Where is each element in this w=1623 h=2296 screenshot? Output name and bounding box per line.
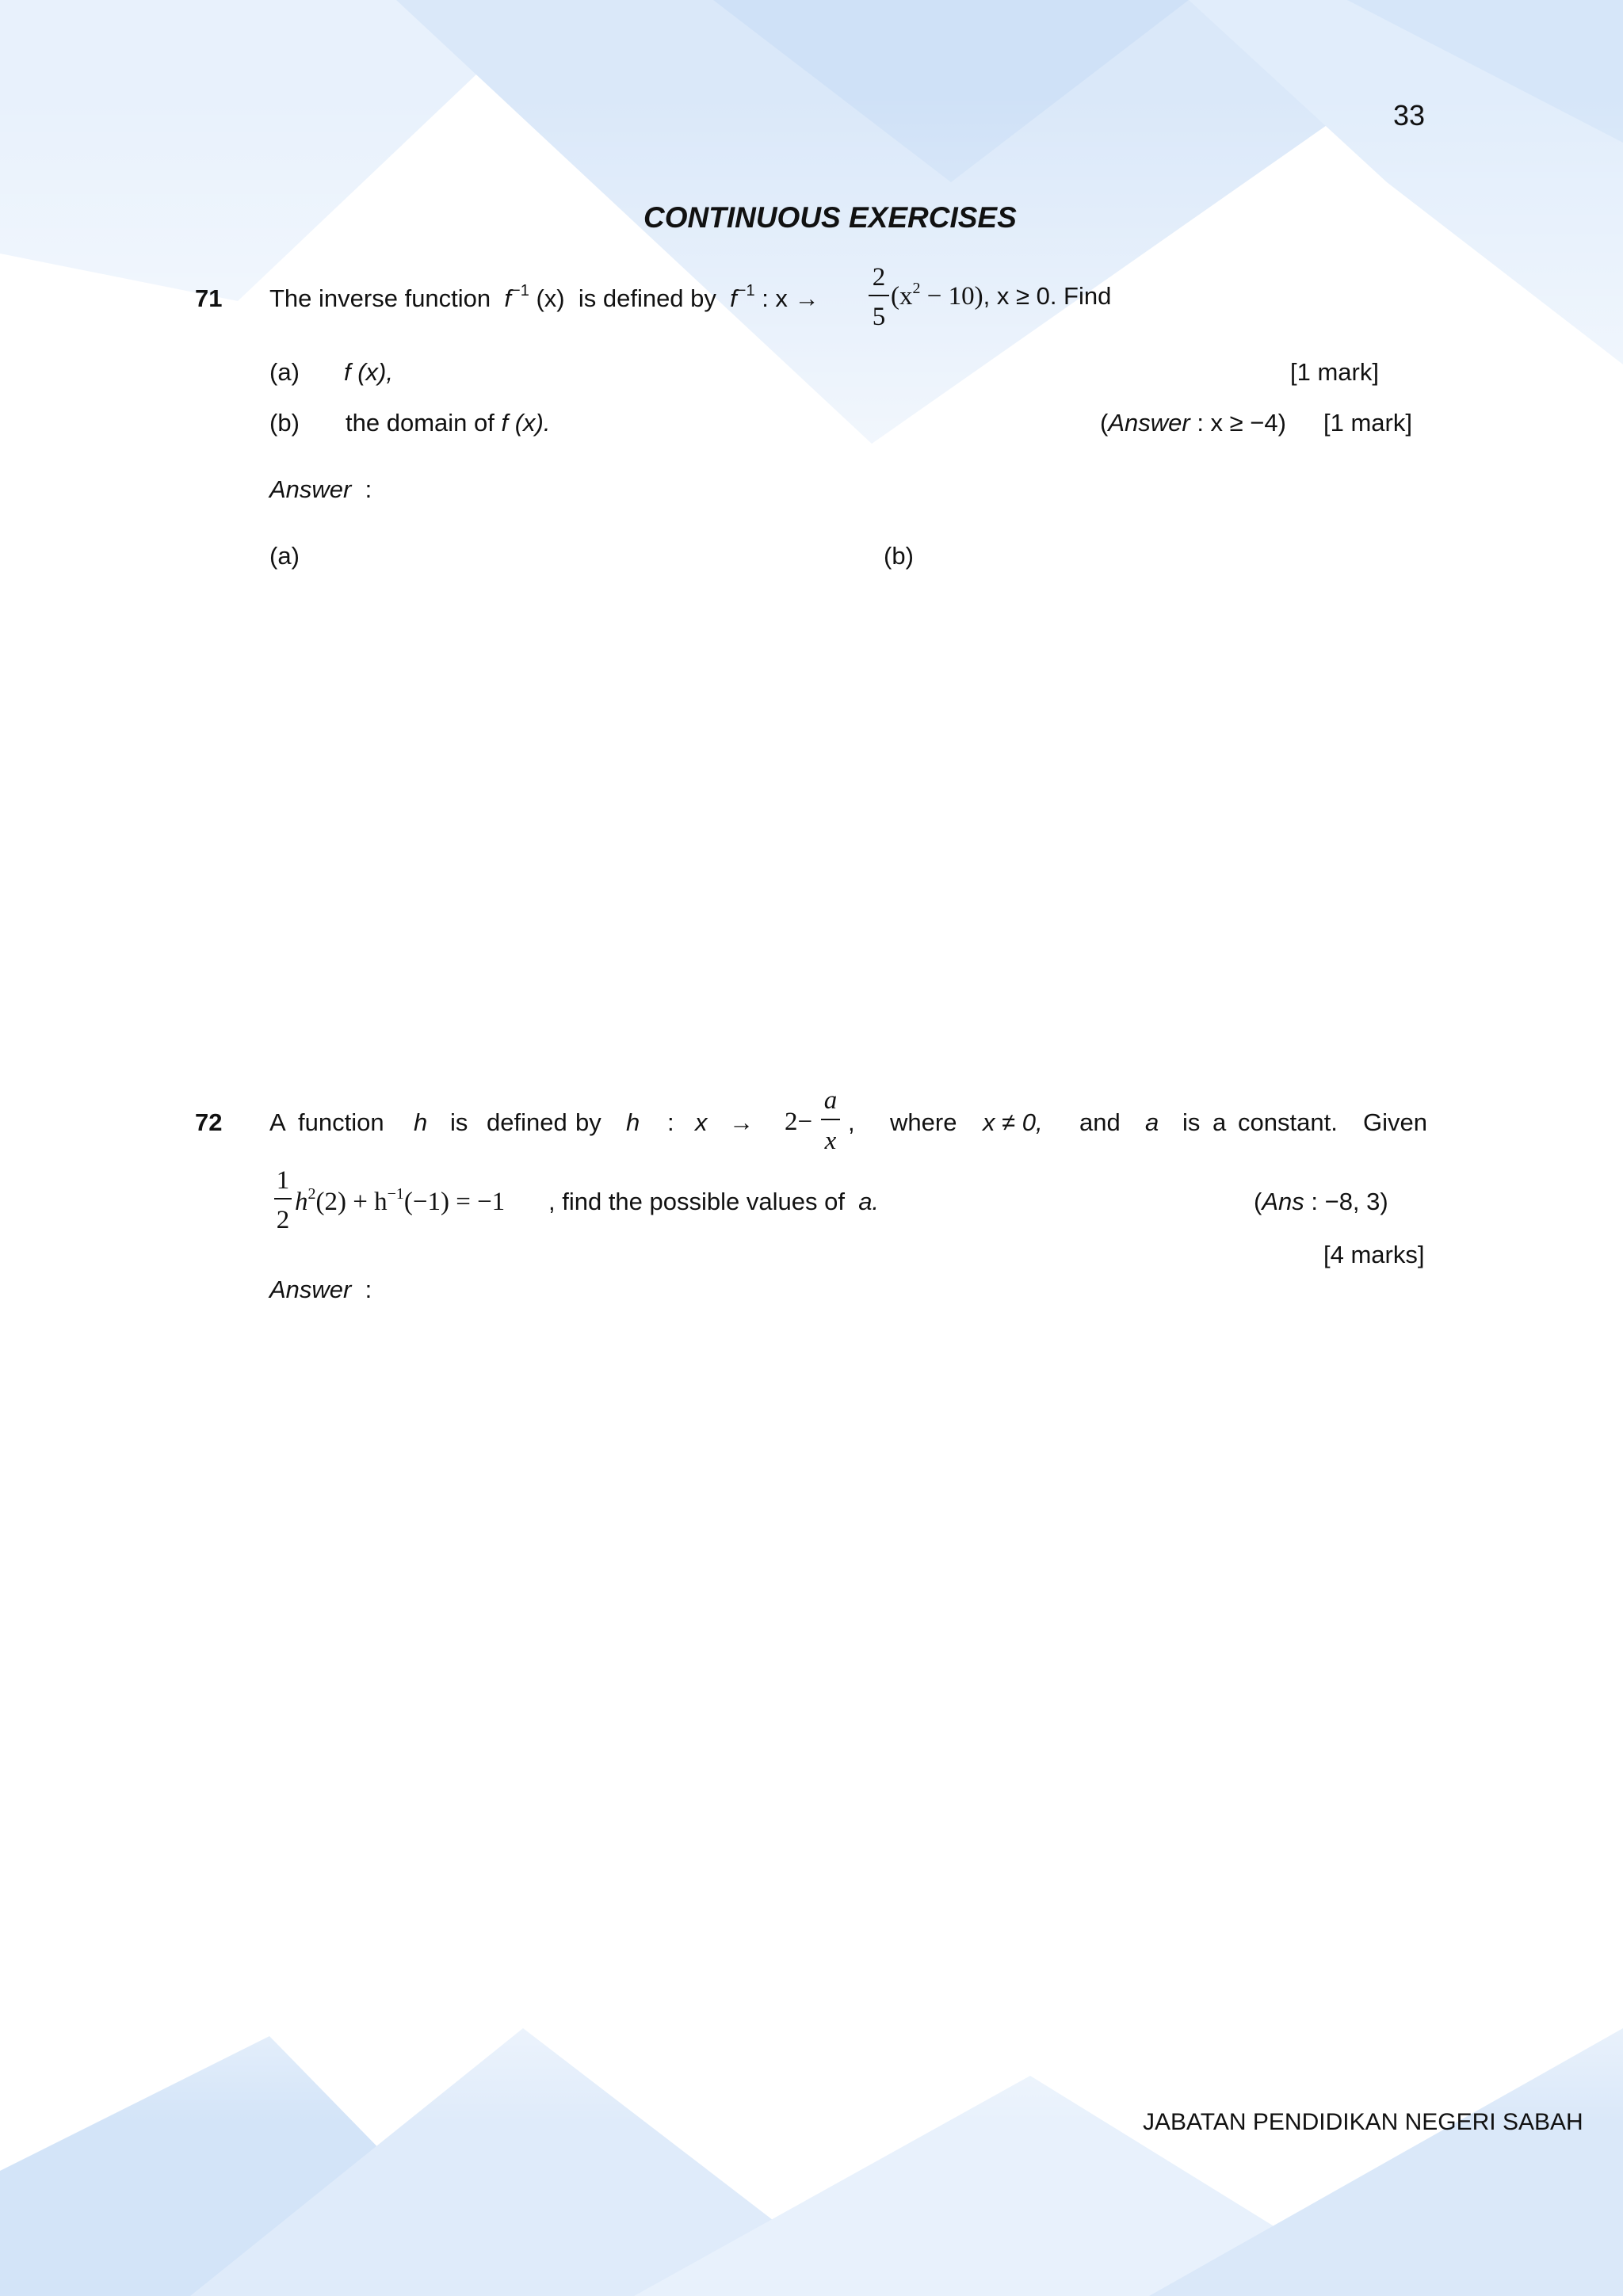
- q71-hint-word: Answer: [1108, 409, 1190, 437]
- q72-w3: h: [414, 1108, 428, 1136]
- q71-mapping: : x →: [762, 284, 819, 312]
- q72-w17: constant.: [1238, 1108, 1338, 1136]
- q72-eq-end: (−1) = −1: [403, 1188, 506, 1216]
- page-number: 33: [1393, 99, 1426, 132]
- q71-expr-open: (x: [891, 282, 913, 311]
- q71-part-a-text: f (x),: [344, 358, 393, 386]
- q72-half-bar: [274, 1198, 292, 1199]
- q72-expr-two: 2−: [785, 1108, 813, 1136]
- q72-half-denominator: 2: [276, 1206, 290, 1234]
- question-71-stem: [269, 282, 819, 312]
- question-number-72: 72: [195, 1108, 223, 1136]
- q72-w2: function: [298, 1108, 384, 1136]
- page-heading: CONTINUOUS EXERCISES: [643, 201, 1017, 234]
- q71-inverse-sup-2: −1: [736, 282, 755, 299]
- q71-answer-colon: :: [365, 475, 372, 503]
- q72-w1: A: [269, 1108, 286, 1136]
- q72-w11: where: [890, 1108, 957, 1136]
- q71-part-a-marks: [1 mark]: [1290, 358, 1379, 386]
- q71-frac-bar: [869, 295, 889, 296]
- q72-answer-colon: :: [365, 1276, 372, 1303]
- q71-f: f: [504, 284, 512, 312]
- q72-w8: :: [667, 1108, 674, 1136]
- q72-w12: x ≠ 0,: [983, 1108, 1043, 1136]
- q71-part-b-text: [346, 410, 550, 435]
- q71-frac-numerator: 2: [872, 263, 886, 292]
- q72-frac-denominator: x: [824, 1127, 837, 1155]
- q71-part-b-f: f (x).: [501, 409, 551, 437]
- q72-hint-rest: : −8, 3): [1304, 1188, 1388, 1215]
- q72-find-text: [548, 1189, 879, 1214]
- q71-part-b-answer-hint: [1100, 410, 1286, 435]
- q72-w18: Given: [1363, 1108, 1427, 1136]
- q72-comma: ,: [848, 1108, 855, 1136]
- q71-condition: , x ≥ 0. Find: [983, 282, 1112, 310]
- q72-eq-mid: (2) + h: [315, 1188, 388, 1216]
- q71-hint-rest: : x ≥ −4): [1190, 409, 1286, 437]
- question-number-71: 71: [195, 284, 223, 312]
- page-footer: JABATAN PENDIDIKAN NEGERI SABAH: [1143, 2109, 1583, 2135]
- q71-expr-square: 2: [912, 280, 921, 297]
- q71-answer-b: (b): [884, 542, 914, 570]
- q72-hint-open: (: [1254, 1188, 1262, 1215]
- q72-w5: defined: [487, 1108, 567, 1136]
- q72-w16: a: [1212, 1108, 1227, 1136]
- q71-hint-open: (: [1100, 409, 1109, 437]
- q72-half-numerator: 1: [276, 1166, 290, 1195]
- q72-hint-word: Ans: [1262, 1188, 1304, 1215]
- q71-expr-rest: − 10): [920, 282, 983, 311]
- q72-eq-inverse: −1: [387, 1185, 404, 1203]
- q72-answer-label: [269, 1277, 372, 1302]
- q72-eq-h: h: [295, 1188, 308, 1216]
- q72-marks: [4 marks]: [1323, 1241, 1425, 1268]
- q72-frac-numerator: a: [823, 1086, 838, 1115]
- q71-part-a-label: (a): [269, 358, 300, 386]
- q71-expression: [891, 280, 1112, 311]
- q71-defined-by: is defined by: [578, 284, 716, 312]
- q72-eq-square: 2: [307, 1185, 316, 1203]
- q71-answer-label: [269, 477, 372, 502]
- q72-w9: x: [695, 1108, 708, 1136]
- q72-w4: is: [450, 1108, 468, 1136]
- q72-equation: [295, 1185, 506, 1217]
- q71-part-b-domain: the domain of: [346, 409, 495, 437]
- q71-inverse-sup: −1: [511, 282, 529, 299]
- q71-part-b-label: (b): [269, 409, 300, 437]
- q72-find-words: , find the possible values of: [548, 1188, 845, 1215]
- q72-answer-hint: [1254, 1189, 1388, 1214]
- q71-part-b-marks: [1 mark]: [1323, 409, 1412, 437]
- q72-w7: h: [626, 1108, 640, 1136]
- q71-x-paren: (x): [536, 284, 565, 312]
- q71-f-2: f: [730, 284, 737, 312]
- q72-answer-word: Answer: [269, 1276, 352, 1303]
- q71-stem-intro: The inverse function: [269, 284, 491, 312]
- q72-w6: by: [575, 1108, 601, 1136]
- q71-frac-denominator: 5: [872, 303, 886, 331]
- q71-answer-a: (a): [269, 542, 300, 570]
- q72-w10: →: [729, 1108, 754, 1136]
- q72-frac-bar: [821, 1119, 840, 1120]
- q72-w15: is: [1182, 1108, 1201, 1136]
- q72-w13: and: [1079, 1108, 1121, 1136]
- q72-w14: a: [1145, 1108, 1159, 1136]
- q72-find-var: a.: [858, 1188, 880, 1215]
- q71-answer-word: Answer: [269, 475, 352, 503]
